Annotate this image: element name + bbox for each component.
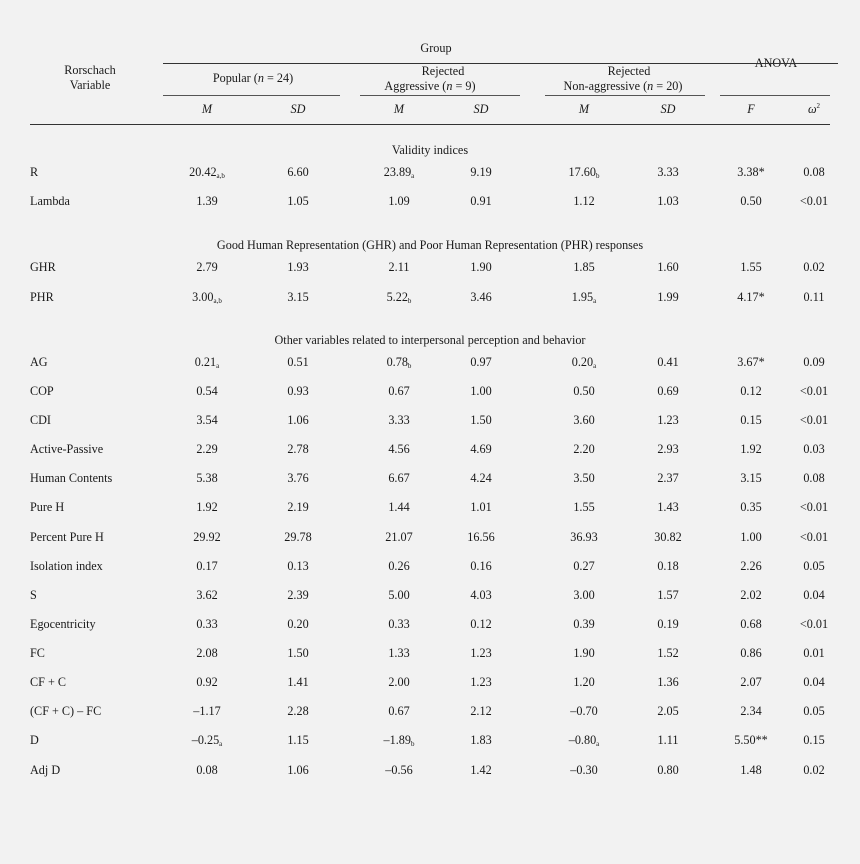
table-cell: 0.08: [803, 471, 825, 485]
table-cell: 1.36: [657, 675, 679, 689]
table-cell: 4.17*: [737, 290, 765, 304]
table-cell: 1.44: [388, 500, 410, 514]
col-nonaggressive-m: M: [578, 102, 590, 116]
table-cell: 2.19: [287, 500, 309, 514]
significance-subscript: b: [410, 740, 415, 748]
table-cell: 1.83: [470, 733, 492, 747]
row-label: PHR: [30, 290, 54, 304]
table-cell: 1.92: [196, 500, 218, 514]
row-label: Lambda: [30, 194, 70, 208]
significance-subscript: a,b: [216, 172, 225, 180]
rorschach-heading-line1: Rorschach: [64, 63, 116, 77]
table-cell: –1.17: [193, 704, 221, 718]
table-cell: 29.92: [193, 530, 221, 544]
table-cell: 1.41: [287, 675, 309, 689]
row-label: Percent Pure H: [30, 530, 104, 544]
nonaggressive-underline: [545, 95, 705, 96]
row-label: CDI: [30, 413, 51, 427]
col-nonaggressive-sd: SD: [660, 102, 676, 116]
header-bottom-rule: [30, 124, 830, 125]
row-label: AG: [30, 355, 48, 369]
table-cell: 1.85: [573, 260, 595, 274]
table-cell: 1.20: [573, 675, 595, 689]
table-cell: 2.11: [388, 260, 410, 274]
table-cell: 36.93: [570, 530, 598, 544]
row-label: CF + C: [30, 675, 67, 689]
significance-subscript: a: [596, 740, 600, 748]
row-label: S: [30, 588, 37, 602]
col-aggressive-m: M: [393, 102, 405, 116]
table-cell: 2.07: [740, 675, 762, 689]
table-cell: –0.70: [570, 704, 598, 718]
table-cell: 3.76: [287, 471, 309, 485]
table-cell: 1.42: [470, 763, 492, 777]
table-cell: 0.97: [470, 355, 492, 369]
significance-subscript: a: [219, 740, 223, 748]
table-cell: 1.55: [573, 500, 595, 514]
table-cell: 1.55: [740, 260, 762, 274]
table-cell: $1.95_a$: [571, 290, 597, 305]
table-cell: 3.62: [196, 588, 218, 602]
table-cell: 0.15: [740, 413, 762, 427]
table-cell: $-0.80_a$: [568, 733, 600, 748]
popular-underline: [163, 95, 340, 96]
table-cell: <0.01: [799, 500, 829, 514]
table-cell: 2.29: [196, 442, 218, 456]
table-cell: $17.60_b$: [568, 165, 600, 180]
table-cell: 0.67: [388, 384, 410, 398]
row-label: (CF + C) – FC: [30, 704, 102, 718]
table-cell: 4.24: [470, 471, 492, 485]
row-label: Pure H: [30, 500, 65, 514]
table-cell: 0.67: [388, 704, 410, 718]
table-cell: 0.08: [196, 763, 218, 777]
table-cell: 0.12: [740, 384, 762, 398]
table-cell: 30.82: [654, 530, 682, 544]
table-cell: 0.05: [803, 559, 825, 573]
table-cell: $5.22_b$: [386, 290, 412, 305]
table-cell: 0.02: [803, 763, 825, 777]
table-cell: 0.33: [388, 617, 410, 631]
row-label: FC: [30, 646, 45, 660]
row-label: GHR: [30, 260, 56, 274]
table-cell: $3.00_{a,b}$: [192, 290, 222, 305]
table-cell: 3.33: [388, 413, 410, 427]
table-cell: 1.23: [470, 646, 492, 660]
table-cell: <0.01: [799, 617, 829, 631]
table-cell: 0.12: [470, 617, 492, 631]
rejected-nonaggressive-heading-line1: Rejected: [607, 64, 651, 78]
table-cell: 1.03: [657, 194, 679, 208]
row-label: Active-Passive: [30, 442, 104, 456]
table-cell: $20.42_{a,b}$: [189, 165, 225, 180]
table-cell: 0.27: [573, 559, 595, 573]
table-cell: 2.37: [657, 471, 679, 485]
table-cell: 0.13: [287, 559, 309, 573]
table-cell: 1.23: [470, 675, 492, 689]
table-cell: 2.93: [657, 442, 679, 456]
table-cell: 9.19: [470, 165, 492, 179]
table-cell: <0.01: [799, 413, 829, 427]
table-cell: 6.67: [388, 471, 410, 485]
table-cell: $0.20_a$: [571, 355, 597, 370]
table-cell: 0.09: [803, 355, 825, 369]
table-cell: 1.09: [388, 194, 410, 208]
table-cell: 0.91: [470, 194, 492, 208]
table-cell: 0.33: [196, 617, 218, 631]
table-cell: 2.79: [196, 260, 218, 274]
table-cell: 16.56: [467, 530, 495, 544]
table-cell: 2.12: [470, 704, 492, 718]
col-popular-sd: SD: [290, 102, 306, 116]
table-cell: 1.90: [470, 260, 492, 274]
rorschach-heading-line2: Variable: [69, 78, 111, 92]
table-cell: 2.78: [287, 442, 309, 456]
table-cell: 0.18: [657, 559, 679, 573]
table-cell: 29.78: [284, 530, 312, 544]
group-underline: [163, 63, 838, 64]
table-cell: 0.26: [388, 559, 410, 573]
table-cell: 3.46: [470, 290, 492, 304]
table-cell: 2.05: [657, 704, 679, 718]
rejected-aggressive-heading-line1: Rejected: [421, 64, 465, 78]
table-cell: 1.05: [287, 194, 309, 208]
col-anova-f: F: [747, 102, 755, 116]
table-cell: 0.41: [657, 355, 679, 369]
table-cell: $0.78_b$: [386, 355, 412, 370]
table-cell: 0.20: [287, 617, 309, 631]
table-cell: 4.69: [470, 442, 492, 456]
table-cell: 2.08: [196, 646, 218, 660]
significance-subscript: a: [593, 362, 597, 370]
significance-subscript: a: [216, 362, 220, 370]
table-cell: 3.54: [196, 413, 218, 427]
table-cell: 5.00: [388, 588, 410, 602]
table-cell: 0.16: [470, 559, 492, 573]
table-cell: $-0.25_a$: [191, 733, 223, 748]
table-cell: 0.03: [803, 442, 825, 456]
table-cell: 0.19: [657, 617, 679, 631]
table-cell: 0.35: [740, 500, 762, 514]
table-cell: 1.06: [287, 763, 309, 777]
table-cell: 0.92: [196, 675, 218, 689]
table-cell: 0.54: [196, 384, 218, 398]
section-title: Good Human Representation (GHR) and Poor Human Representation (PHR) responses: [216, 238, 644, 252]
significance-subscript: b: [407, 297, 412, 305]
table-cell: 3.38*: [737, 165, 765, 179]
table-cell: 0.11: [803, 290, 825, 304]
row-label: R: [30, 165, 39, 179]
table-cell: <0.01: [799, 530, 829, 544]
table-cell: <0.01: [799, 194, 829, 208]
table-cell: 0.17: [196, 559, 218, 573]
row-label: COP: [30, 384, 54, 398]
table-cell: $-1.89_b$: [383, 733, 415, 748]
table-cell: 3.67*: [737, 355, 765, 369]
table-cell: 1.12: [573, 194, 595, 208]
table-cell: 1.90: [573, 646, 595, 660]
section-title: Validity indices: [391, 143, 469, 157]
table-cell: 21.07: [385, 530, 413, 544]
table-cell: 1.01: [470, 500, 492, 514]
table-cell: 1.99: [657, 290, 679, 304]
table-cell: 5.38: [196, 471, 218, 485]
table-cell: 0.51: [287, 355, 309, 369]
table-cell: 3.15: [287, 290, 309, 304]
table-cell: 1.48: [740, 763, 762, 777]
table-cell: 0.05: [803, 704, 825, 718]
table-cell: 0.39: [573, 617, 595, 631]
table-cell: 0.02: [803, 260, 825, 274]
table-cell: 1.43: [657, 500, 679, 514]
table-cell: 2.34: [740, 704, 762, 718]
row-label: Egocentricity: [30, 617, 96, 631]
aggressive-underline: [360, 95, 520, 96]
table-cell: 1.39: [196, 194, 218, 208]
table-cell: 0.69: [657, 384, 679, 398]
table-cell: 2.20: [573, 442, 595, 456]
table-cell: 2.39: [287, 588, 309, 602]
rejected-nonaggressive-heading-line2: Non-aggressive (n = 20): [563, 79, 683, 93]
table-cell: –0.56: [385, 763, 413, 777]
anova-underline: [720, 95, 830, 96]
table-cell: 3.60: [573, 413, 595, 427]
table-cell: 2.26: [740, 559, 762, 573]
significance-subscript: a: [411, 172, 415, 180]
rejected-aggressive-heading-line2: Aggressive (n = 9): [384, 79, 476, 93]
table-cell: 1.23: [657, 413, 679, 427]
table-cell: 2.00: [388, 675, 410, 689]
table-cell: 2.28: [287, 704, 309, 718]
table-cell: 5.50**: [734, 733, 768, 747]
row-label: Human Contents: [30, 471, 113, 485]
table-cell: 3.00: [573, 588, 595, 602]
table-cell: 3.33: [657, 165, 679, 179]
table-cell: $23.89_a$: [383, 165, 415, 180]
table-cell: 1.06: [287, 413, 309, 427]
table-cell: 0.04: [803, 588, 825, 602]
popular-heading: Popular (n = 24): [212, 71, 294, 85]
table-cell: 1.50: [470, 413, 492, 427]
row-label: Isolation index: [30, 559, 103, 573]
table-cell: 1.93: [287, 260, 309, 274]
significance-subscript: b: [407, 362, 412, 370]
significance-subscript: b: [595, 172, 600, 180]
col-anova-omega: $\omega^2$: [807, 102, 821, 117]
col-aggressive-sd: SD: [473, 102, 489, 116]
table-cell: 0.08: [803, 165, 825, 179]
table-cell: 4.56: [388, 442, 410, 456]
section-title: Other variables related to interpersonal perception and behavior: [274, 333, 586, 347]
table-cell: 1.33: [388, 646, 410, 660]
table-cell: 0.93: [287, 384, 309, 398]
row-label: D: [30, 733, 39, 747]
table-cell: 1.57: [657, 588, 679, 602]
anova-heading: ANOVA: [754, 56, 798, 70]
table-cell: 1.15: [287, 733, 309, 747]
table-cell: 0.86: [740, 646, 762, 660]
table-cell: 0.50: [740, 194, 762, 208]
table-cell: $0.21_a$: [194, 355, 220, 370]
table-cell: 0.50: [573, 384, 595, 398]
significance-subscript: a: [593, 297, 597, 305]
table-cell: 4.03: [470, 588, 492, 602]
table-cell: 1.00: [470, 384, 492, 398]
row-label: Adj D: [30, 763, 61, 777]
table-cell: 3.50: [573, 471, 595, 485]
table-cell: 1.92: [740, 442, 762, 456]
table-cell: <0.01: [799, 384, 829, 398]
table-cell: 3.15: [740, 471, 762, 485]
table-cell: 1.52: [657, 646, 679, 660]
significance-subscript: a,b: [213, 297, 222, 305]
table-cell: 1.11: [657, 733, 679, 747]
table-cell: 0.68: [740, 617, 762, 631]
table-cell: 6.60: [287, 165, 309, 179]
table-cell: 1.50: [287, 646, 309, 660]
group-heading: Group: [420, 41, 452, 55]
table-cell: 0.04: [803, 675, 825, 689]
table-cell: 1.00: [740, 530, 762, 544]
table-cell: –0.30: [570, 763, 598, 777]
table-cell: 0.01: [803, 646, 825, 660]
col-popular-m: M: [201, 102, 213, 116]
table-cell: 1.60: [657, 260, 679, 274]
table-cell: 2.02: [740, 588, 762, 602]
table-cell: 0.15: [803, 733, 825, 747]
table-cell: 0.80: [657, 763, 679, 777]
